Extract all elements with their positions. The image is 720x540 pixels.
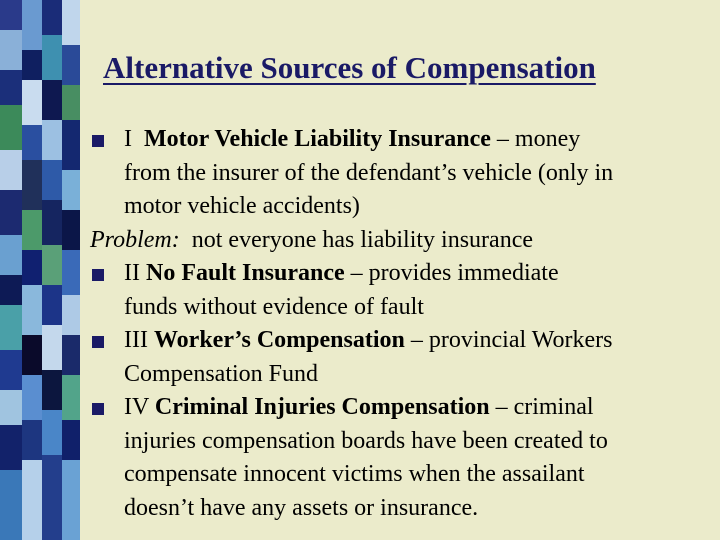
strip-block bbox=[22, 335, 42, 375]
strip-block bbox=[62, 45, 80, 85]
item-heading: Worker’s Compensation bbox=[153, 327, 405, 353]
strip-block bbox=[42, 80, 62, 120]
list-item bbox=[90, 123, 710, 224]
strip-block bbox=[22, 160, 42, 210]
strip-block bbox=[22, 210, 42, 250]
strip-block bbox=[42, 120, 62, 160]
square-bullet-icon bbox=[92, 269, 104, 281]
slide-body bbox=[90, 123, 710, 525]
strip-block bbox=[0, 150, 22, 190]
strip-block bbox=[0, 190, 22, 235]
item-line bbox=[124, 391, 710, 425]
item-numeral: III bbox=[124, 327, 148, 353]
strip-block bbox=[22, 285, 42, 335]
strip-block bbox=[62, 335, 80, 375]
strip-block bbox=[22, 0, 42, 50]
item-heading: Motor Vehicle Liability Insurance bbox=[144, 126, 491, 152]
strip-block bbox=[42, 370, 62, 410]
strip-block bbox=[0, 470, 22, 540]
strip-block bbox=[0, 305, 22, 350]
slide-title: Alternative Sources of Compensation bbox=[103, 50, 596, 85]
item-numeral: II bbox=[124, 260, 140, 286]
strip-block bbox=[0, 275, 22, 305]
item-line bbox=[124, 324, 710, 358]
strip-block bbox=[22, 80, 42, 125]
item-line: Compensation Fund bbox=[124, 360, 319, 387]
item-heading: No Fault Insurance bbox=[145, 260, 345, 286]
item-line: doesn’t have any assets or insurance. bbox=[124, 494, 479, 521]
strip-block bbox=[22, 125, 42, 160]
strip-block bbox=[62, 420, 80, 460]
item-line bbox=[124, 123, 710, 157]
strip-block bbox=[62, 295, 80, 335]
strip-block bbox=[62, 120, 80, 170]
problem-note bbox=[90, 224, 710, 258]
item-text: – provincial Workers bbox=[404, 327, 613, 353]
strip-block bbox=[62, 0, 80, 45]
decorative-strip bbox=[0, 0, 80, 540]
item-line bbox=[124, 257, 710, 291]
strip-block bbox=[42, 410, 62, 455]
strip-block bbox=[42, 200, 62, 245]
problem-label: Problem: bbox=[90, 226, 180, 253]
list-item bbox=[90, 324, 710, 391]
strip-block bbox=[42, 245, 62, 285]
strip-block bbox=[22, 460, 42, 540]
item-numeral: I bbox=[124, 126, 132, 152]
square-bullet-icon bbox=[92, 135, 104, 147]
strip-block bbox=[42, 455, 62, 540]
item-line: funds without evidence of fault bbox=[124, 293, 424, 320]
item-text: – provides immediate bbox=[344, 260, 559, 286]
item-line: injuries compensation boards have been created to bbox=[124, 427, 608, 454]
strip-block bbox=[62, 210, 80, 250]
item-line: from the insurer of the defendant’s vehicle (only in bbox=[124, 159, 614, 186]
strip-block bbox=[42, 285, 62, 325]
item-heading: Criminal Injuries Compensation bbox=[154, 394, 490, 420]
problem-text: not everyone has liability insurance bbox=[179, 226, 533, 253]
strip-block bbox=[0, 350, 22, 390]
strip-block bbox=[42, 325, 62, 370]
strip-block bbox=[42, 160, 62, 200]
list-item bbox=[90, 391, 710, 525]
strip-block bbox=[42, 35, 62, 80]
strip-block bbox=[62, 250, 80, 295]
item-line: compensate innocent victims when the assailant bbox=[124, 461, 585, 487]
strip-block bbox=[0, 0, 22, 30]
item-text: – money bbox=[490, 126, 581, 152]
strip-block bbox=[0, 70, 22, 105]
square-bullet-icon bbox=[92, 403, 104, 415]
strip-block bbox=[22, 375, 42, 420]
square-bullet-icon bbox=[92, 336, 104, 348]
strip-block bbox=[62, 460, 80, 540]
strip-block bbox=[0, 390, 22, 425]
strip-block bbox=[0, 105, 22, 150]
item-text: – criminal bbox=[489, 394, 594, 420]
strip-block bbox=[62, 85, 80, 120]
item-numeral: IV bbox=[124, 394, 149, 420]
list-item bbox=[90, 257, 710, 324]
strip-block bbox=[0, 30, 22, 70]
strip-block bbox=[22, 250, 42, 285]
strip-block bbox=[62, 375, 80, 420]
item-line: motor vehicle accidents) bbox=[124, 193, 360, 219]
strip-block bbox=[0, 425, 22, 470]
strip-block bbox=[22, 50, 42, 80]
strip-block bbox=[22, 420, 42, 460]
strip-block bbox=[0, 235, 22, 275]
strip-block bbox=[62, 170, 80, 210]
strip-block bbox=[42, 0, 62, 35]
